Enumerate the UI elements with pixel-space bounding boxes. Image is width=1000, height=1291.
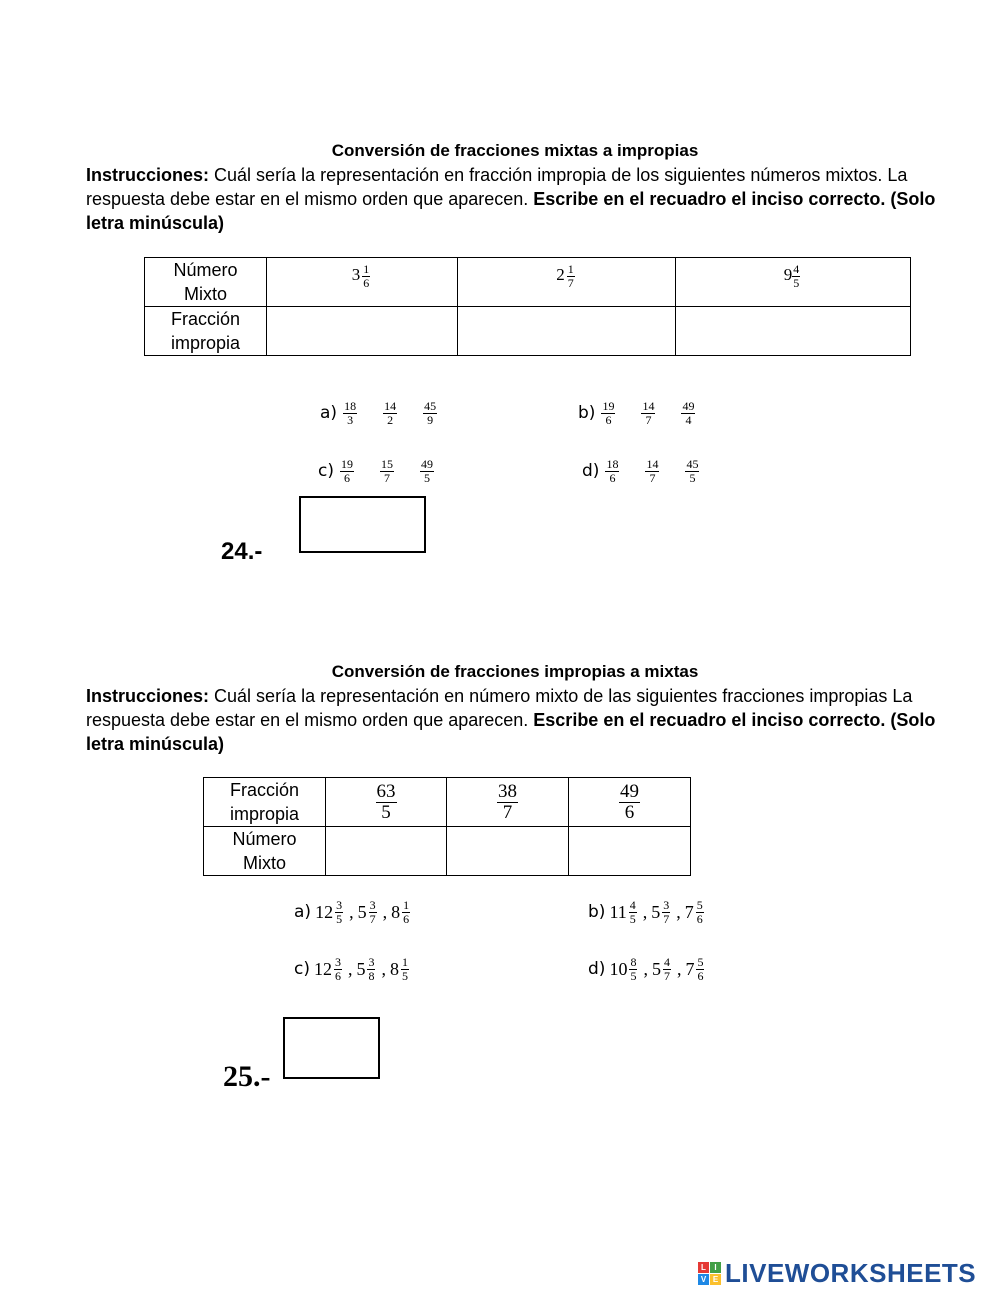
section2-title: Conversión de fracciones impropias a mixtas [331,662,699,681]
brand-name: LIVEWORKSHEETS [725,1258,977,1288]
s1-mixed-3: 9 $\frac{4}{5}$ [676,258,911,307]
s2-option-b: b) 11 $\frac{4}{5}$ , 5 $\frac{3}{7}$ , 7 $\frac{5}{6}$ [588,898,703,926]
section2-instructions [86,684,936,756]
question-number-24: 24.- [221,538,263,565]
section2-table [203,777,691,876]
s1-option-b: b) $\frac{19}{6}$ $\frac{14}{7}$ $\frac{49}{4}$ [578,399,695,427]
s1-option-a: a) $\frac{18}{3}$ $\frac{14}{2}$ $\frac{45}{9}$ [320,399,437,427]
logo-letter-v: V [698,1274,709,1285]
section2-instr-emphasis: Escribe en el recuadro el inciso correcto. (Solo letra minúscula) [86,710,936,754]
logo-letter-i: I [710,1262,721,1273]
s2-option-d: d) 10 $\frac{8}{5}$ , 5 $\frac{4}{7}$ , 7 $\frac{5}{6}$ [588,955,704,983]
s1-option-c: c) $\frac{19}{6}$ $\frac{15}{7}$ $\frac{49}{5}$ [318,457,433,485]
s1-answer-cell [267,307,458,356]
logo-letter-l: L [698,1262,709,1273]
s2-fraction-1: $\frac{63}{5}$ [326,778,447,827]
logo-icon [698,1262,721,1285]
section1-instr-label: Instrucciones: [86,165,210,185]
s2-answer-cell [569,827,691,876]
section2-instr-label: Instrucciones: [86,686,210,706]
answer-box-25[interactable] [283,1017,380,1079]
answer-box-24[interactable] [299,496,426,553]
s2-row2-header: Número Mixto [204,827,326,876]
section1-title: Conversión de fracciones mixtas a impropias [331,141,699,160]
logo-letter-e: E [710,1274,721,1285]
s2-option-a: a) 12 $\frac{3}{5}$ , 5 $\frac{3}{7}$ , 8 $\frac{1}{6}$ [294,898,410,926]
s2-fraction-3: $\frac{49}{6}$ [569,778,691,827]
section1-instr-text: Cuál sería la representación en fracción impropia de los siguientes números mixtos. La respuesta debe estar en el mismo orden que aparecen. [86,165,908,209]
s1-row1-header: Número Mixto [145,258,267,307]
s1-answer-cell [458,307,676,356]
section1-instructions [86,163,936,235]
s2-fraction-2: $\frac{38}{7}$ [447,778,569,827]
section2-instr-text: Cuál sería la representación en número mixto de las siguientes fracciones impropias La respuesta debe estar en el mismo orden que aparecen. [86,686,913,730]
s2-row1-header: Fracción impropia [204,778,326,827]
s2-answer-cell [447,827,569,876]
section1-table [144,257,911,356]
liveworksheets-logo [698,1258,976,1289]
question-number-25: 25.- [223,1060,271,1093]
s1-answer-cell [676,307,911,356]
s1-option-d: d) $\frac{18}{6}$ $\frac{14}{7}$ $\frac{45}{5}$ [582,457,699,485]
section1-instr-emphasis: Escribe en el recuadro el inciso correcto. (Solo letra minúscula) [86,189,936,233]
s1-mixed-1: 3 $\frac{1}{6}$ [267,258,458,307]
s1-row2-header: Fracción impropia [145,307,267,356]
s2-answer-cell [326,827,447,876]
s2-option-c: c) 12 $\frac{3}{6}$ , 5 $\frac{3}{8}$ , 8 $\frac{1}{5}$ [294,955,408,983]
s1-mixed-2: 2 $\frac{1}{7}$ [458,258,676,307]
